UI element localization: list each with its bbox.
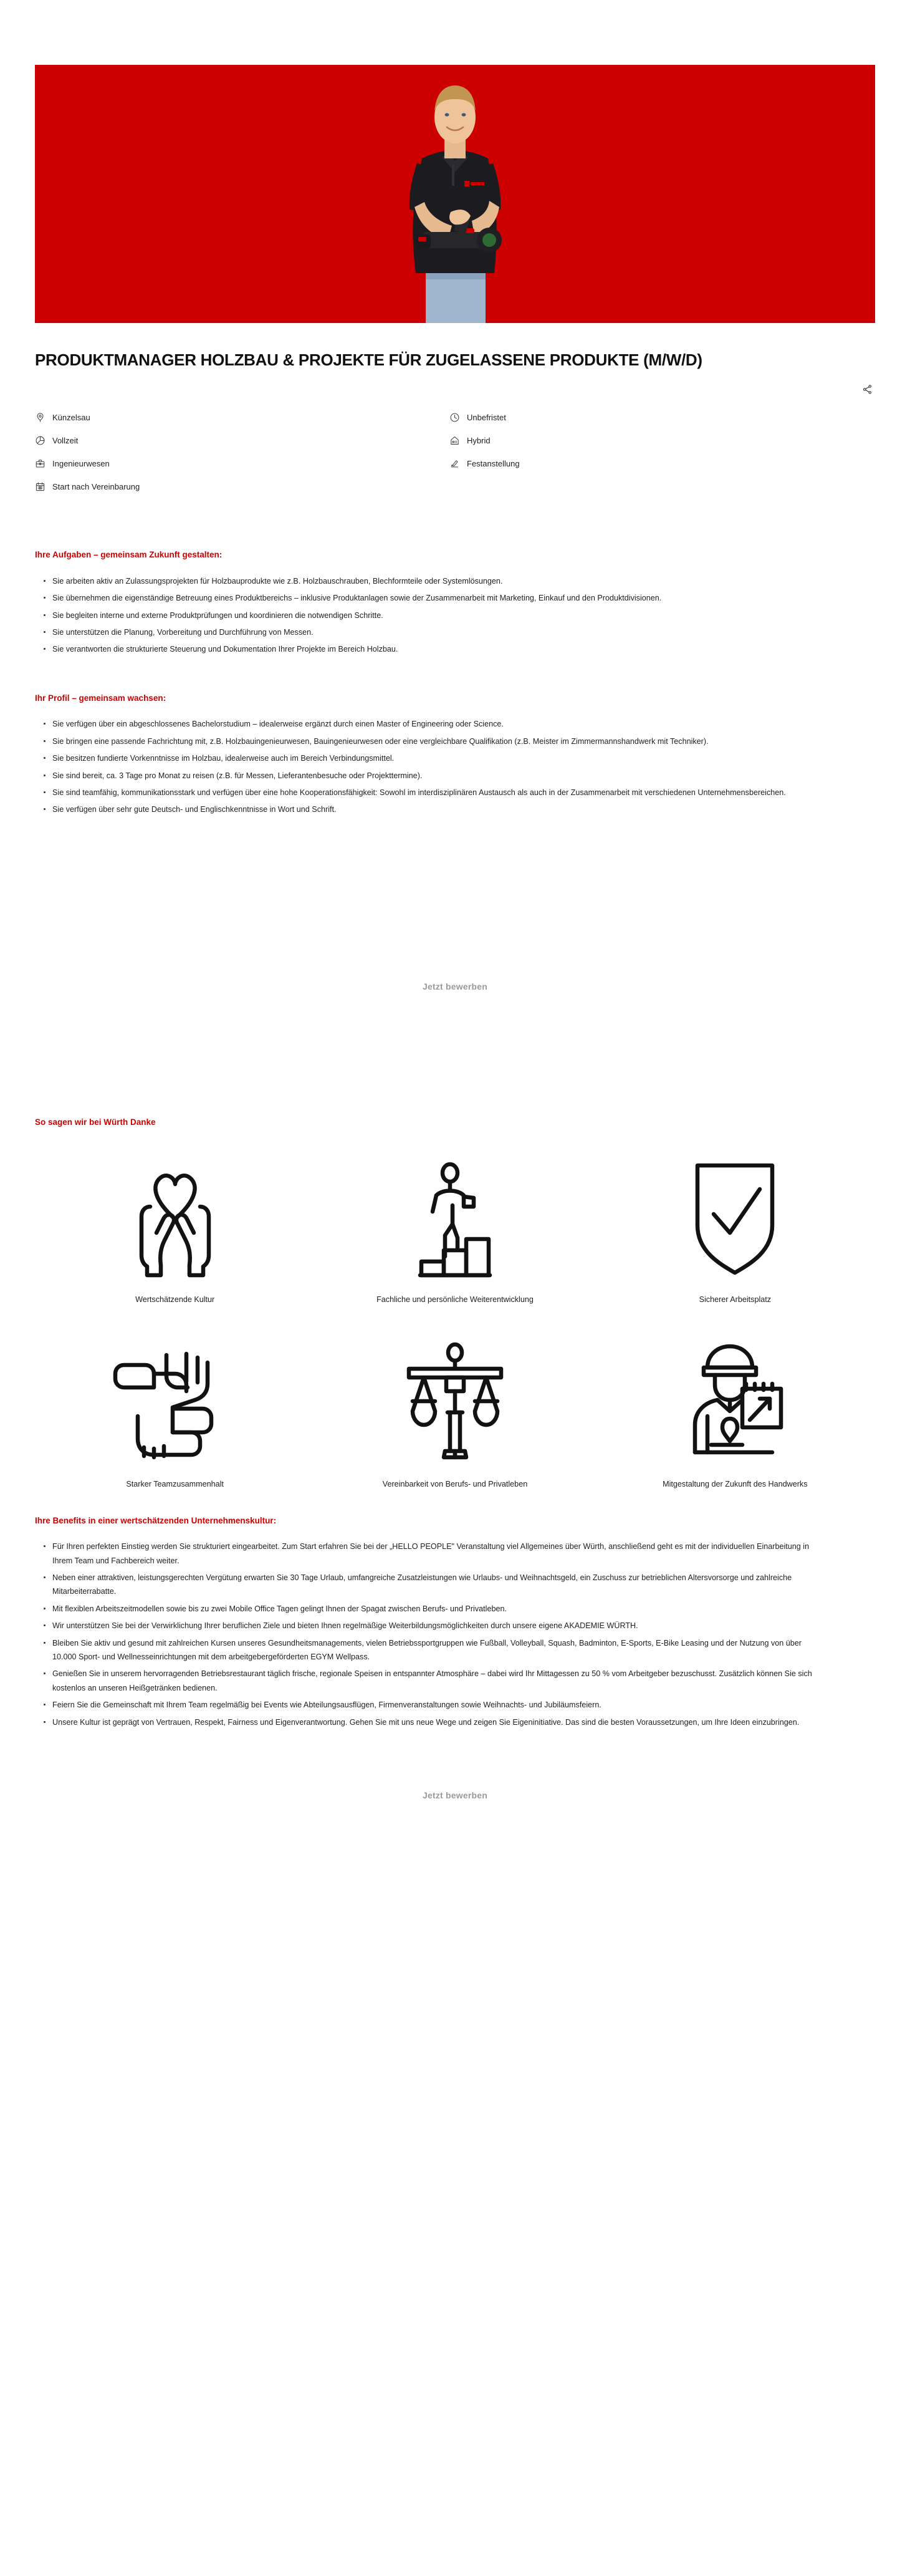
benefit-caption: Starker Teamzusammenhalt	[126, 1479, 224, 1488]
job-meta	[0, 397, 910, 492]
list-item: Sie bringen eine passende Fachrichtung mit, z.B. Holzbauingenieurwesen, Bauingenieurwesen oder eine vergleichbare Qualifikation (z.B. Meister im Zimmermannshandwerk mit Techniker).	[35, 735, 826, 748]
list-item: Sie verantworten die strukturierte Steuerung und Dokumentation Ihrer Projekte im Bereich Holzbau.	[35, 642, 826, 656]
apply-button-bottom[interactable]: Jetzt bewerben	[416, 1787, 494, 1804]
benefits-heading: Ihre Benefits in einer wertschätzenden Unternehmenskultur:	[35, 1515, 277, 1525]
list-item: Wir unterstützen Sie bei der Verwirklichung Ihrer beruflichen Ziele und bieten Ihnen regelmäßige Weiterbildungsmöglichkeiten durch unsere eigene AKADEMIE WÜRTH.	[35, 1619, 826, 1633]
list-item: Genießen Sie in unserem hervorragenden Betriebsrestaurant täglich frische, regionale Speisen in entspannter Atmosphäre – dabei wird Ihr Mittagessen zu 50 % vom Arbeitgeber bezuschusst. Zusätzlich können Sie sich kostenlos an unseren Heißgetränken bedienen.	[35, 1667, 826, 1695]
list-item: Unsere Kultur ist geprägt von Vertrauen, Respekt, Fairness und Eigenverantwortung. Gehen Sie mit uns neue Wege und zeigen Sie Eigeninitiative. Das sind die besten Voraussetzungen, um Ihre Ideen einzubringen.	[35, 1715, 826, 1729]
contract-signature-icon	[449, 458, 460, 469]
list-item: Sie unterstützen die Planung, Vorbereitung und Durchführung von Messen.	[35, 625, 826, 639]
list-item: Feiern Sie die Gemeinschaft mit Ihrem Team regelmäßig bei Events wie Abteilungsausflügen, Firmenveranstaltungen sowie Weihnachts- und Jubiläumsfeiern.	[35, 1698, 826, 1712]
tasks-list	[35, 574, 875, 657]
benefit-icon-grid	[0, 1154, 910, 1490]
pie-chart-icon	[35, 435, 46, 446]
meta-label-start: Start nach Vereinbarung	[52, 482, 140, 492]
briefcase-icon	[35, 458, 46, 469]
danke-heading-text: So sagen wir bei Würth Danke	[35, 1117, 156, 1127]
share-row	[0, 370, 910, 397]
meta-label-workload: Vollzeit	[52, 436, 79, 446]
benefit-caption: Mitgestaltung der Zukunft des Handwerks	[663, 1479, 808, 1488]
benefit-caption: Vereinbarkeit von Berufs- und Privatleben	[382, 1479, 528, 1488]
share-icon	[862, 384, 873, 395]
benefit-caption: Wertschätzende Kultur	[135, 1295, 215, 1305]
benefit-card	[315, 1338, 595, 1490]
location-pin-icon	[35, 412, 46, 423]
benefit-card	[595, 1154, 875, 1306]
list-item: Sie verfügen über ein abgeschlossenes Bachelorstudium – idealerweise ergänzt durch einen Master of Engineering oder Science.	[35, 717, 826, 731]
benefit-card	[595, 1338, 875, 1490]
list-item: Sie verfügen über sehr gute Deutsch- und Englischkenntnisse in Wort und Schrift.	[35, 803, 826, 816]
apply-button-top[interactable]: Jetzt bewerben	[416, 978, 494, 995]
benefits-list	[35, 1540, 875, 1729]
list-item: Sie übernehmen die eigenständige Betreuung eines Produktbereichs – inklusive Produktanlagen sowie der Zusammenarbeit mit Marketing, Einkauf und den Produktdivisionen.	[35, 591, 826, 605]
clock-icon	[449, 412, 460, 423]
work-life-balance-scales-icon	[390, 1338, 520, 1469]
meta-item-workmodel	[449, 435, 875, 446]
list-item: Sie sind bereit, ca. 3 Tage pro Monat zu reisen (z.B. für Messen, Lieferantenbesuche oder Projekttermine).	[35, 769, 826, 783]
list-item: Neben einer attraktiven, leistungsgerechten Vergütung erwarten Sie 30 Tage Urlaub, umfangreiche Zusatzleistungen wie Urlaubs- und Weihnachtsgeld, ein Zuschuss zur betrieblichen Altersvorsorge und zahlreiche Mitarbeiterrabatte.	[35, 1571, 826, 1599]
benefit-caption: Fachliche und persönliche Weiterentwicklung	[376, 1295, 534, 1305]
meta-label-location: Künzelsau	[52, 413, 90, 423]
benefit-card	[35, 1338, 315, 1490]
calendar-icon	[35, 481, 46, 492]
list-item: Bleiben Sie aktiv und gesund mit zahlreichen Kursen unseres Gesundheitsmanagements, vielen Betriebssportgruppen wie Fußball, Volleyball, Squash, Badminton, E-Sports, E-Bike Leasing und der Nutzung von über 10.000 Sport- und Wellnesseinrichtungen mit dem arbeitgebergeförderten EGYM Wellpass.	[35, 1636, 826, 1664]
meta-item-duration	[449, 412, 875, 423]
list-item: Mit flexiblen Arbeitszeitmodellen sowie bis zu zwei Mobile Office Tagen gelingt Ihnen der Spagat zwischen Berufs- und Privatleben.	[35, 1602, 826, 1616]
worker-with-chart-icon	[669, 1338, 800, 1469]
danke-section	[0, 1117, 910, 1128]
profile-list	[35, 717, 875, 816]
meta-label-employment: Festanstellung	[467, 459, 520, 469]
profile-heading: Ihr Profil – gemeinsam wachsen:	[35, 693, 166, 703]
hands-holding-heart-icon	[110, 1154, 241, 1285]
shield-check-icon	[669, 1154, 800, 1285]
benefit-card	[315, 1154, 595, 1306]
job-meta-left-column	[35, 412, 449, 492]
profile-section	[0, 693, 910, 817]
hero-employee-photo	[377, 65, 533, 323]
house-icon	[449, 435, 460, 446]
hero-section	[0, 0, 910, 323]
benefit-card	[35, 1154, 315, 1306]
meta-label-duration: Unbefristet	[467, 413, 506, 423]
job-meta-right-column	[449, 412, 875, 492]
apply-row-top	[0, 978, 910, 995]
list-item: Für Ihren perfekten Einstieg werden Sie strukturiert eingearbeitet. Zum Start erfahren Sie bei der „HELLO PEOPLE" Veranstaltung viel Allgemeines über Würth, anschließend geht es mit der individuellen Einarbeitung in Ihrem Team und Fachbereich weiter.	[35, 1540, 826, 1568]
page-title: PRODUKTMANAGER HOLZBAU & PROJEKTE FÜR ZUGELASSENE PRODUKTE (M/W/D)	[35, 350, 702, 369]
tasks-heading: Ihre Aufgaben – gemeinsam Zukunft gestalten:	[35, 550, 223, 560]
list-item: Sie sind teamfähig, kommunikationsstark und verfügen über eine hohe Kooperationsfähigkeit: Sowohl im interdisziplinären Austausch als auch in der Zusammenarbeit mit verschiedenen Unternehmensbereichen.	[35, 786, 826, 799]
meta-label-field: Ingenieurwesen	[52, 459, 110, 469]
meta-label-workmodel: Hybrid	[467, 436, 491, 446]
meta-item-employment	[449, 458, 875, 469]
tasks-section	[0, 549, 910, 657]
title-block	[0, 323, 910, 370]
person-climbing-stairs-icon	[390, 1154, 520, 1285]
list-item: Sie besitzen fundierte Vorkenntnisse im Holzbau, idealerweise auch im Bereich Verbindungsmittel.	[35, 751, 826, 765]
apply-row-bottom	[0, 1787, 910, 1804]
teamwork-hands-icon	[110, 1338, 241, 1469]
benefits-section	[0, 1515, 910, 1729]
meta-item-start	[35, 481, 449, 492]
hero-banner	[35, 65, 875, 323]
benefit-caption: Sicherer Arbeitsplatz	[699, 1295, 772, 1305]
meta-item-workload	[35, 435, 449, 446]
list-item: Sie begleiten interne und externe Produktprüfungen und koordinieren die notwendigen Schritte.	[35, 609, 826, 622]
list-item: Sie arbeiten aktiv an Zulassungsprojekten für Holzbauprodukte wie z.B. Holzbauschrauben, Blechformteile oder Systemlösungen.	[35, 574, 826, 588]
share-button[interactable]	[859, 381, 875, 397]
meta-item-field	[35, 458, 449, 469]
meta-item-location	[35, 412, 449, 423]
